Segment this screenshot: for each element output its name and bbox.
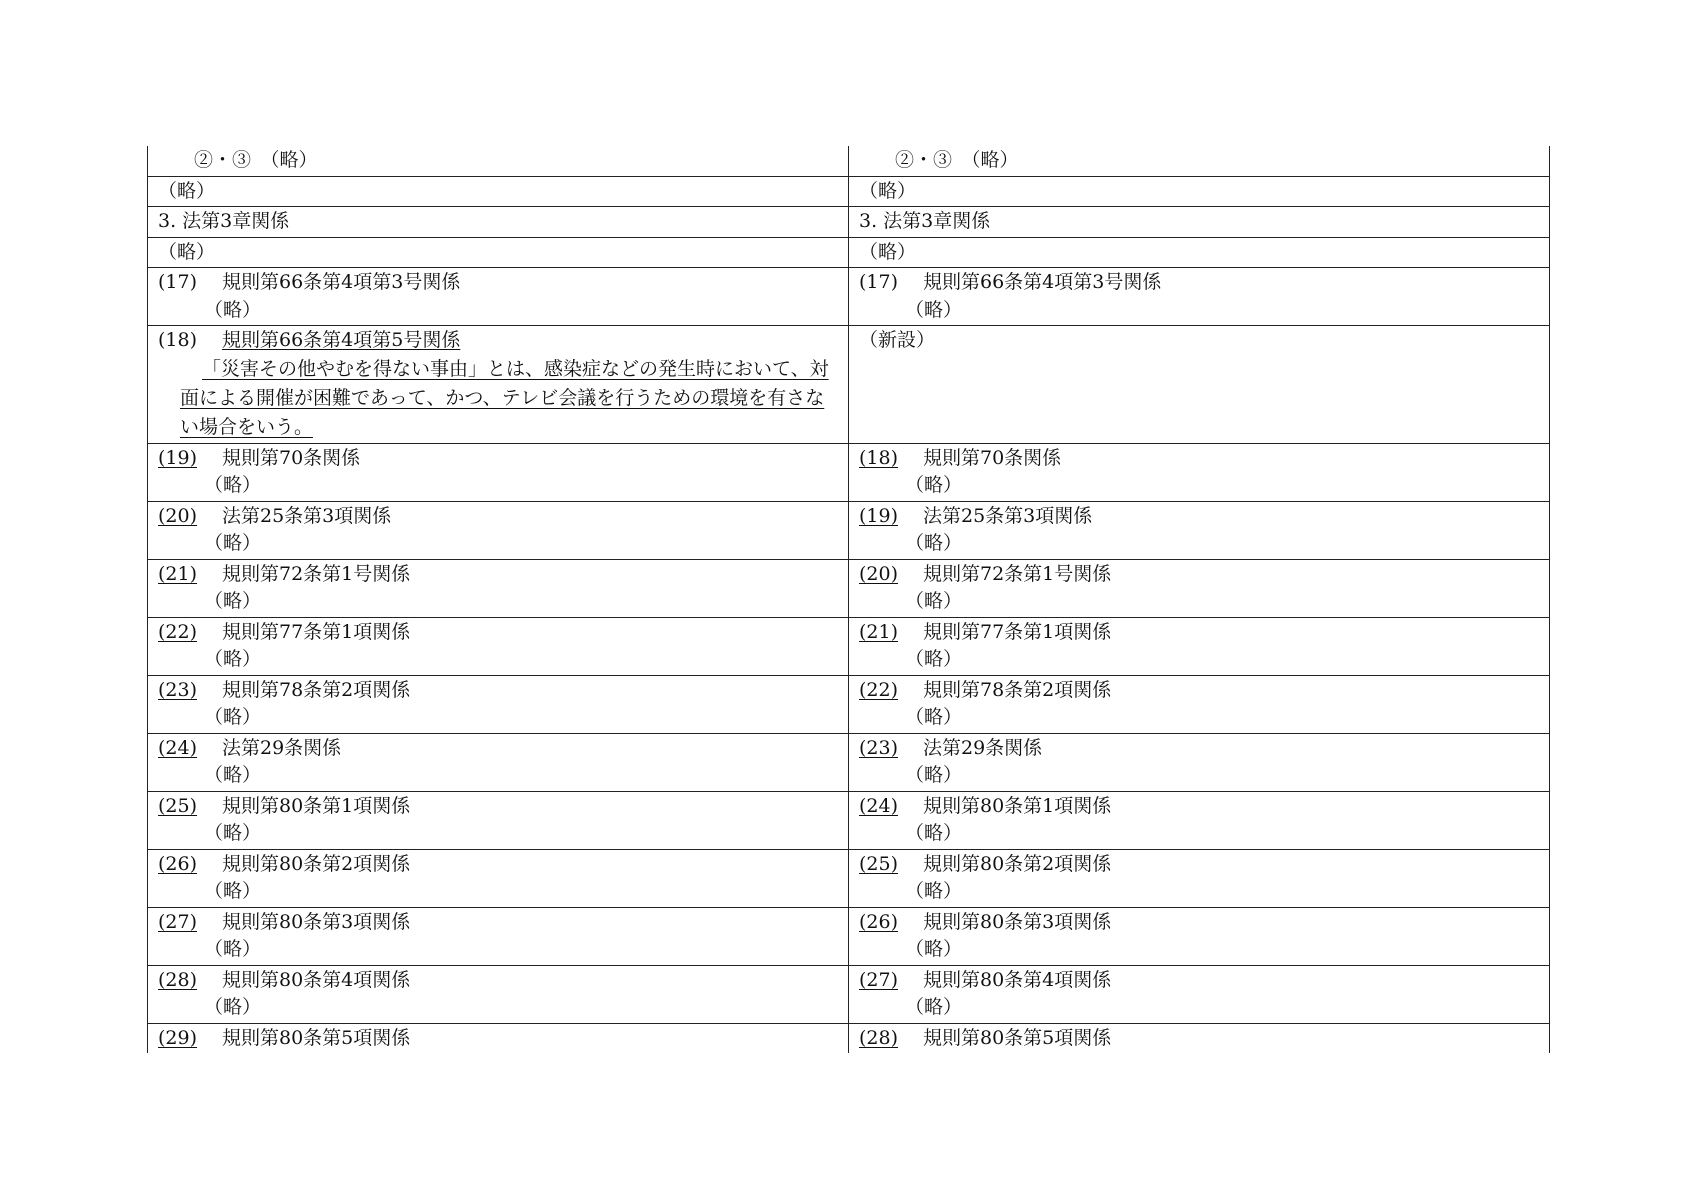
item-body: （略）: [905, 938, 963, 960]
item-title: 法第25条第3項関係: [222, 504, 392, 527]
item-title: 法第25条第3項関係: [923, 504, 1093, 527]
item-body: （略）: [204, 590, 262, 612]
item-title: 規則第66条第4項第3号関係: [923, 271, 1162, 293]
right-cell: [849, 733, 1550, 791]
table-row: [148, 733, 1550, 791]
left-cell: [148, 965, 849, 1023]
new-provision-text: 「災害その他やむを得ない事由」とは、感染症などの発生時において、対面による開催が困難であって、かつ、テレビ会議を行うための環境を有さない場合をいう。: [180, 357, 829, 438]
item-heading: [158, 327, 838, 355]
item-heading: [859, 793, 1539, 821]
item-number: (25): [158, 794, 198, 817]
right-cell: [849, 907, 1550, 965]
item-number: (22): [859, 678, 899, 701]
item-body: （略）: [905, 590, 963, 612]
item-body: （略）: [905, 648, 963, 670]
item-heading: [158, 561, 838, 589]
item-number: (17): [859, 271, 899, 293]
table-row: [148, 268, 1550, 326]
item-title: 規則第78条第2項関係: [923, 678, 1112, 701]
item-heading: [158, 735, 838, 763]
left-cell: ②・③ （略）: [148, 146, 849, 176]
item-heading: [158, 619, 838, 647]
item-heading: [158, 269, 838, 297]
item-number: (21): [859, 620, 899, 643]
item-number: (25): [859, 852, 899, 875]
table-row: [148, 907, 1550, 965]
left-cell: [148, 268, 849, 326]
comparison-table-page: [147, 146, 1549, 1053]
item-title: 規則第80条第1項関係: [923, 794, 1112, 817]
item-heading: [859, 503, 1539, 531]
item-heading: [859, 1025, 1539, 1053]
item-number: (23): [158, 678, 198, 701]
item-heading: [158, 677, 838, 705]
item-body: （略）: [204, 474, 262, 496]
item-body: （略）: [905, 532, 963, 554]
item-number: (27): [859, 968, 899, 991]
item-body: （略）: [905, 764, 963, 786]
item-title: 規則第66条第4項第5号関係: [222, 329, 461, 351]
item-body: （略）: [905, 822, 963, 844]
item-body: （略）: [204, 298, 262, 321]
item-body: （略）: [905, 996, 963, 1018]
left-cell: [148, 326, 849, 444]
item-heading: [859, 735, 1539, 763]
item-title: 規則第72条第1号関係: [222, 562, 411, 585]
item-title: 規則第77条第1項関係: [222, 620, 411, 643]
item-number: (18): [158, 329, 198, 351]
item-title: 規則第80条第2項関係: [222, 852, 411, 875]
item-body: （略）: [204, 996, 262, 1018]
right-cell: [849, 1023, 1550, 1053]
left-cell: （略）: [148, 237, 849, 268]
item-body: （略）: [204, 764, 262, 786]
item-number: (22): [158, 620, 198, 643]
item-number: (18): [859, 446, 899, 469]
item-number: (24): [859, 794, 899, 817]
item-heading: [158, 967, 838, 995]
item-title: 規則第80条第4項関係: [222, 968, 411, 991]
left-cell: [148, 1023, 849, 1053]
item-heading: [158, 503, 838, 531]
item-title: 規則第80条第5項関係: [923, 1026, 1112, 1049]
item-heading: [158, 793, 838, 821]
left-cell: [148, 443, 849, 501]
left-cell: 3. 法第3章関係: [148, 207, 849, 238]
right-cell: [849, 675, 1550, 733]
item-body: （略）: [204, 880, 262, 902]
left-cell: [148, 501, 849, 559]
table-row: [148, 965, 1550, 1023]
table-row: [148, 1023, 1550, 1053]
item-title: 規則第80条第3項関係: [923, 910, 1112, 933]
table-row: [148, 617, 1550, 675]
item-number: (19): [158, 446, 198, 469]
right-cell: [849, 791, 1550, 849]
table-row: [148, 559, 1550, 617]
item-heading: [859, 967, 1539, 995]
item-title: 法第29条関係: [222, 736, 342, 759]
table-row: [148, 146, 1550, 176]
right-cell: （略）: [849, 176, 1550, 207]
item-heading: [859, 269, 1539, 297]
item-number: (20): [158, 504, 198, 527]
table-row: [148, 849, 1550, 907]
item-title: 規則第80条第1項関係: [222, 794, 411, 817]
left-cell: [148, 617, 849, 675]
item-number: (29): [158, 1026, 198, 1049]
right-cell: [849, 443, 1550, 501]
item-body: （略）: [204, 706, 262, 728]
right-cell: [849, 965, 1550, 1023]
item-number: (26): [158, 852, 198, 875]
item-heading: [158, 1025, 838, 1053]
item-body: （略）: [905, 706, 963, 728]
item-title: 規則第70条関係: [222, 446, 361, 469]
right-cell: 3. 法第3章関係: [849, 207, 1550, 238]
item-body: （略）: [204, 822, 262, 844]
item-title: 法第29条関係: [923, 736, 1043, 759]
table-row: [148, 326, 1550, 444]
left-cell: [148, 733, 849, 791]
item-number: (26): [859, 910, 899, 933]
item-body: （略）: [905, 474, 963, 496]
item-heading: [158, 909, 838, 937]
item-heading: [158, 445, 838, 473]
item-title: 規則第77条第1項関係: [923, 620, 1112, 643]
item-body: （略）: [204, 532, 262, 554]
left-cell: [148, 675, 849, 733]
table-row: [148, 443, 1550, 501]
right-cell: （新設）: [849, 326, 1550, 444]
right-cell: [849, 559, 1550, 617]
item-title: 規則第70条関係: [923, 446, 1062, 469]
right-cell: [849, 617, 1550, 675]
table-row: [148, 791, 1550, 849]
item-title: 規則第80条第4項関係: [923, 968, 1112, 991]
item-title: 規則第66条第4項第3号関係: [222, 271, 461, 293]
right-cell: （略）: [849, 237, 1550, 268]
table-row: [148, 237, 1550, 268]
item-number: (27): [158, 910, 198, 933]
left-cell: [148, 849, 849, 907]
right-cell: [849, 849, 1550, 907]
item-number: (20): [859, 562, 899, 585]
item-number: (19): [859, 504, 899, 527]
right-cell: ②・③ （略）: [849, 146, 1550, 176]
item-heading: [859, 677, 1539, 705]
left-cell: [148, 559, 849, 617]
item-number: (24): [158, 736, 198, 759]
left-cell: （略）: [148, 176, 849, 207]
item-heading: [859, 561, 1539, 589]
item-title: 規則第78条第2項関係: [222, 678, 411, 701]
item-title: 規則第80条第3項関係: [222, 910, 411, 933]
item-body: （略）: [905, 298, 963, 321]
item-heading: [859, 445, 1539, 473]
comparison-table: [147, 146, 1550, 1053]
item-number: (28): [859, 1026, 899, 1049]
item-number: (23): [859, 736, 899, 759]
table-row: [148, 176, 1550, 207]
left-cell: [148, 791, 849, 849]
table-row: [148, 501, 1550, 559]
item-paragraph: [158, 355, 838, 442]
right-cell: [849, 268, 1550, 326]
item-title: 規則第80条第5項関係: [222, 1026, 411, 1049]
table-row: [148, 675, 1550, 733]
item-body: （略）: [204, 938, 262, 960]
left-cell: [148, 907, 849, 965]
right-cell: [849, 501, 1550, 559]
item-number: (17): [158, 271, 198, 293]
item-body: （略）: [905, 880, 963, 902]
item-heading: [859, 851, 1539, 879]
item-number: (28): [158, 968, 198, 991]
table-row: [148, 207, 1550, 238]
item-title: 規則第72条第1号関係: [923, 562, 1112, 585]
item-heading: [859, 909, 1539, 937]
item-body: （略）: [204, 648, 262, 670]
item-heading: [158, 851, 838, 879]
item-number: (21): [158, 562, 198, 585]
item-heading: [859, 619, 1539, 647]
item-title: 規則第80条第2項関係: [923, 852, 1112, 875]
